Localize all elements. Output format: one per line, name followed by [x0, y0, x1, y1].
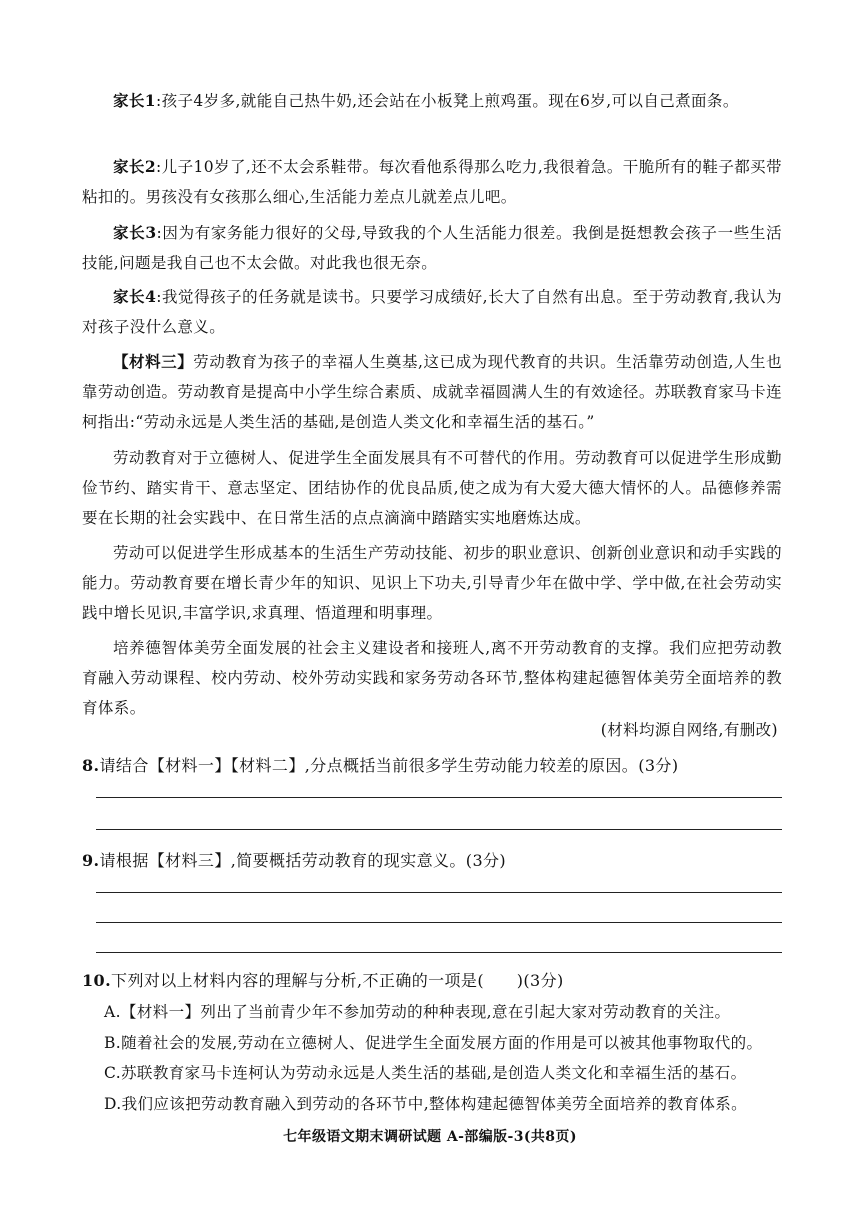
answer-line[interactable] [96, 892, 782, 893]
parent-text: :孩子4岁多,就能自己热牛奶,还会站在小板凳上煎鸡蛋。现在6岁,可以自己煮面条。 [156, 92, 739, 110]
parent-quote-4 [82, 282, 782, 342]
parent-quote-2 [82, 152, 782, 212]
source-note: (材料均源自网络,有删改) [600, 721, 778, 739]
answer-line[interactable] [96, 952, 782, 953]
parent-text: :儿子10岁了,还不太会系鞋带。每次看他系得那么吃力,我很着急。干脆所有的鞋子都买带粘扣的。男孩没有女孩那么细心,生活能力差点儿就差点儿吧。 [82, 158, 782, 206]
option-a[interactable]: A.【材料一】列出了当前青少年不参加劳动的种种表现,意在引起大家对劳动教育的关注。 [104, 1003, 731, 1021]
material3-paragraph-3: 劳动可以促进学生形成基本的生活生产劳动技能、初步的职业意识、创新创业意识和动手实践的能力。劳动教育要在增长青少年的知识、见识上下功夫,引导青少年在做中学、学中做,在社会劳动实践中增长见识,丰富学识,求真理、悟道理和明事理。 [82, 544, 782, 622]
answer-line[interactable] [96, 922, 782, 923]
material3-label: 【材料三】 [113, 352, 194, 371]
answer-line[interactable] [96, 797, 782, 798]
question-text: 下列对以上材料内容的理解与分析,不正确的一项是( )(3分) [111, 971, 564, 990]
question-number: 9. [82, 851, 100, 870]
parent-label: 家长2 [113, 157, 157, 176]
parent-label: 家长3 [113, 223, 157, 242]
parent-label: 家长1 [113, 91, 156, 110]
material3-paragraph-4: 培养德智体美劳全面发展的社会主义建设者和接班人,离不开劳动教育的支撑。我们应把劳动教育融入劳动课程、校内劳动、校外劳动实践和家务劳动各环节,整体构建起德智体美劳全面培养的教育体系。 [82, 639, 782, 717]
material3-text: 劳动教育为孩子的幸福人生奠基,这已成为现代教育的共识。生活靠劳动创造,人生也靠劳动创造。劳动教育是提高中小学生综合素质、成就幸福圆满人生的有效途径。苏联教育家马卡连柯指出:“劳动永远是人类生活的基础,是创造人类文化和幸福生活的基石。” [82, 353, 782, 431]
question-10 [82, 968, 782, 991]
option-d[interactable]: D.我们应该把劳动教育融入到劳动的各环节中,整体构建起德智体美劳全面培养的教育体系。 [104, 1095, 748, 1113]
parent-text: :因为有家务能力很好的父母,导致我的个人生活能力很差。我倒是挺想教会孩子一些生活技能,问题是我自己也不太会做。对此我也很无奈。 [82, 224, 782, 272]
material3-paragraph-2: 劳动教育对于立德树人、促进学生全面发展具有不可替代的作用。劳动教育可以促进学生形成勤俭节约、踏实肯干、意志坚定、团结协作的优良品质,使之成为有大爱大德大情怀的人。品德修养需要在长期的社会实践中、在日常生活的点点滴滴中踏踏实实地磨炼达成。 [82, 449, 782, 527]
question-text: 请结合【材料一】【材料二】,分点概括当前很多学生劳动能力较差的原因。(3分) [99, 756, 679, 775]
answer-line[interactable] [96, 829, 782, 830]
parent-quote-3 [82, 218, 782, 278]
parent-quote-1 [82, 86, 782, 116]
question-number: 10. [82, 971, 112, 990]
parent-label: 家长4 [113, 287, 157, 306]
material3-paragraph-1 [82, 347, 782, 437]
option-c[interactable]: C.苏联教育家马卡连柯认为劳动永远是人类生活的基础,是创造人类文化和幸福生活的基石。 [104, 1064, 747, 1082]
page-footer: 七年级语文期末调研试题 A-部编版-3(共8页) [283, 1129, 577, 1145]
question-9 [82, 848, 782, 871]
question-text: 请根据【材料三】,简要概括劳动教育的现实意义。(3分) [99, 851, 507, 870]
question-8 [82, 753, 782, 776]
option-b[interactable]: B.随着社会的发展,劳动在立德树人、促进学生全面发展方面的作用是可以被其他事物取代的。 [104, 1034, 763, 1052]
question-number: 8. [82, 756, 100, 775]
parent-text: :我觉得孩子的任务就是读书。只要学习成绩好,长大了自然有出息。至于劳动教育,我认为对孩子没什么意义。 [82, 288, 782, 336]
